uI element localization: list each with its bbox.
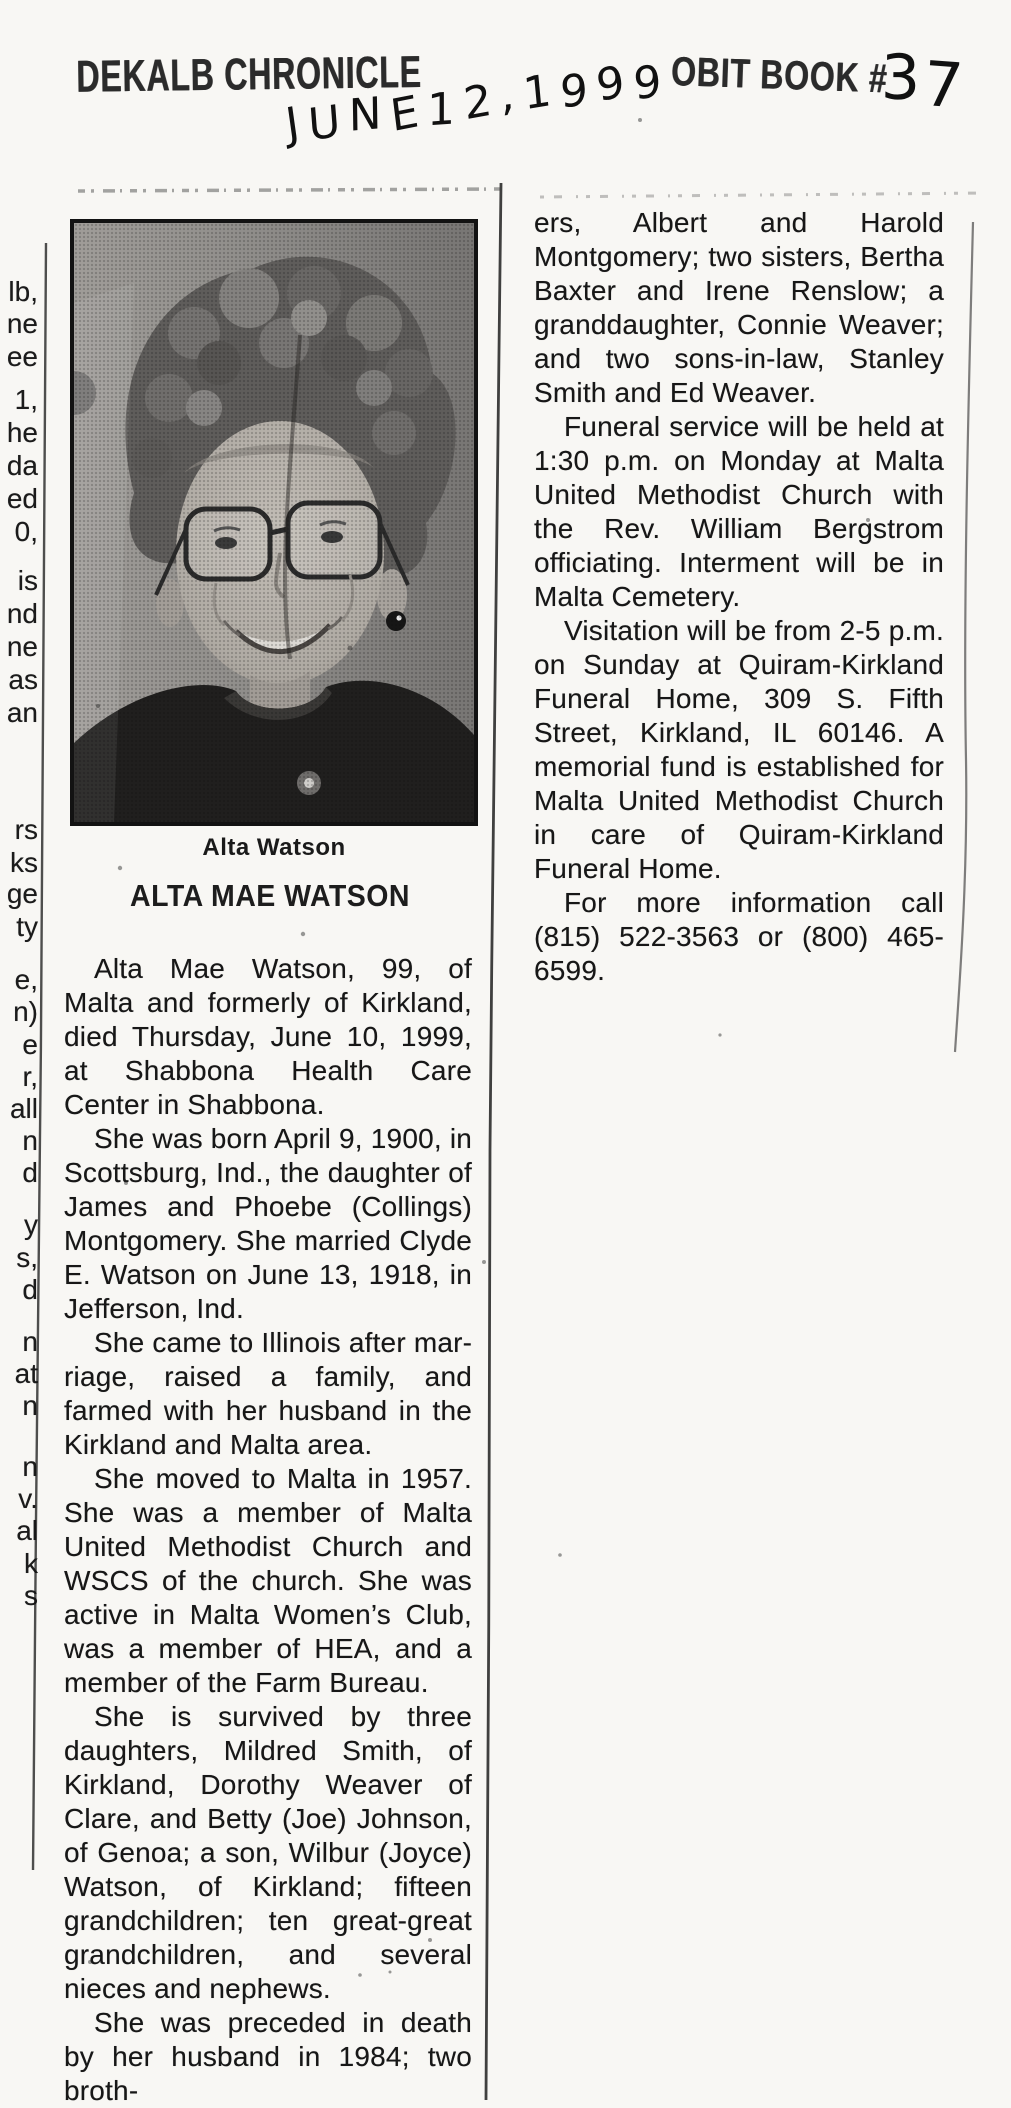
edge-fragment: ge [6, 878, 38, 909]
edge-fragment: e [22, 1029, 38, 1060]
edge-fragment: ed [6, 483, 38, 514]
paragraph: She was born April 9, 1900, in Scottsburg, Ind., the daughter of James and Phoebe (Collings) Montgomery. She married Clyde E. Watson on June 13, 1918, in Jefferson, Ind. [64, 1123, 473, 1324]
edge-fragment: n [22, 1326, 38, 1357]
edge-fragment: e, [14, 964, 38, 995]
left-column [64, 952, 472, 2108]
edge-fragment: 0, [14, 516, 38, 547]
obituary-headline: ALTA MAE WATSON [130, 878, 410, 913]
paragraph: ers, Albert and Harold Montgomery; two sisters, Bertha Baxter and Irene Renslow; a granddaughter, Connie Weaver; and two sons-in-law, Stanley Smith and Ed Weaver. [534, 207, 944, 408]
portrait-photo [70, 219, 478, 826]
paragraph: For more information call (815) 522-3563 or (800) 465-6599. [534, 887, 944, 986]
edge-fragment: r, [22, 1061, 38, 1092]
newspaper-name-stamp: DEKALB CHRONICLE [76, 47, 423, 102]
paragraph: Visitation will be from 2-5 p.m. on Sunday at Quiram-Kirkland Funeral Home, 309 S. Fifth Street, Kirkland, IL 60146. A memorial fund is established for Malta United Methodist Church in care of Quiram-Kirkland Funeral Home. [534, 615, 944, 884]
photo-caption: Alta Watson [202, 834, 346, 861]
edge-fragment: he [6, 417, 38, 448]
edge-fragment: is [17, 565, 38, 596]
paragraph: Funeral service will be held at 1:30 p.m. on Monday at Malta United Methodist Church with the Rev. William Bergstrom officiating. Interment will be in Malta Cemetery. [534, 411, 944, 612]
edge-fragment: y [24, 1209, 38, 1240]
edge-fragment: 1, [14, 384, 38, 415]
edge-fragment: n [22, 1451, 38, 1482]
edge-fragment: ks [10, 847, 38, 878]
edge-fragment: all [9, 1093, 38, 1124]
paragraph: Alta Mae Watson, 99, of Malta and formerly of Kirkland, died Thursday, June 10, 1999, at Shabbona Health Care Center in Shabbona. [64, 953, 472, 1120]
edge-fragment: rs [14, 814, 38, 845]
edge-fragment: nd [6, 598, 38, 629]
edge-fragment: n [22, 1125, 38, 1156]
edge-fragment: ee [6, 341, 38, 372]
paragraph: She moved to Malta in 1957. She was a member of Malta United Methodist Church and WSCS of the church. She was active in Malta Women’s Club, was a member of HEA, and a member of the Farm Bureau. [64, 1463, 472, 1698]
handwritten-date: JUNE12,1999 [282, 54, 673, 152]
edge-fragment: s, [16, 1242, 38, 1273]
handwritten-book-number: 37 [880, 40, 970, 123]
edge-fragment: at [14, 1358, 38, 1389]
edge-fragment: k [24, 1548, 38, 1579]
paragraph: She was preceded in death by her husband in 1984; two broth- [64, 2007, 472, 2106]
paragraph: She is survived by three daughters, Mildred Smith, of Kirkland, Dorothy Weaver of Clare, and Betty (Joe) Johnson, of Genoa; a son, Wilbur (Joyce) Watson, of Kirkland; fifteen grandchildren; ten great-great grandchildren, and several nieces and nephews. [64, 1701, 472, 2004]
portrait-illustration [74, 223, 474, 822]
edge-fragment: d [22, 1274, 38, 1305]
obit-book-stamp: OBIT BOOK # [670, 48, 889, 102]
edge-fragment: lb, [8, 276, 38, 307]
edge-fragment: n [22, 1390, 38, 1421]
edge-fragment: an [6, 697, 38, 728]
edge-fragment: ne [6, 631, 38, 662]
edge-fragment: s [24, 1580, 38, 1611]
edge-fragment: d [22, 1157, 38, 1188]
edge-fragment: v. [18, 1483, 38, 1514]
right-column [534, 206, 944, 988]
edge-fragment: al [16, 1515, 38, 1546]
edge-fragment: ty [16, 911, 38, 942]
edge-fragment: ne [6, 308, 38, 339]
edge-fragment: n) [13, 996, 38, 1027]
paragraph: She came to Illinois after marriage, raised a family, and farmed with her husband in the Kirkland and Malta area. [64, 1327, 472, 1460]
edge-fragment: da [6, 450, 38, 481]
edge-fragment: as [8, 664, 38, 695]
